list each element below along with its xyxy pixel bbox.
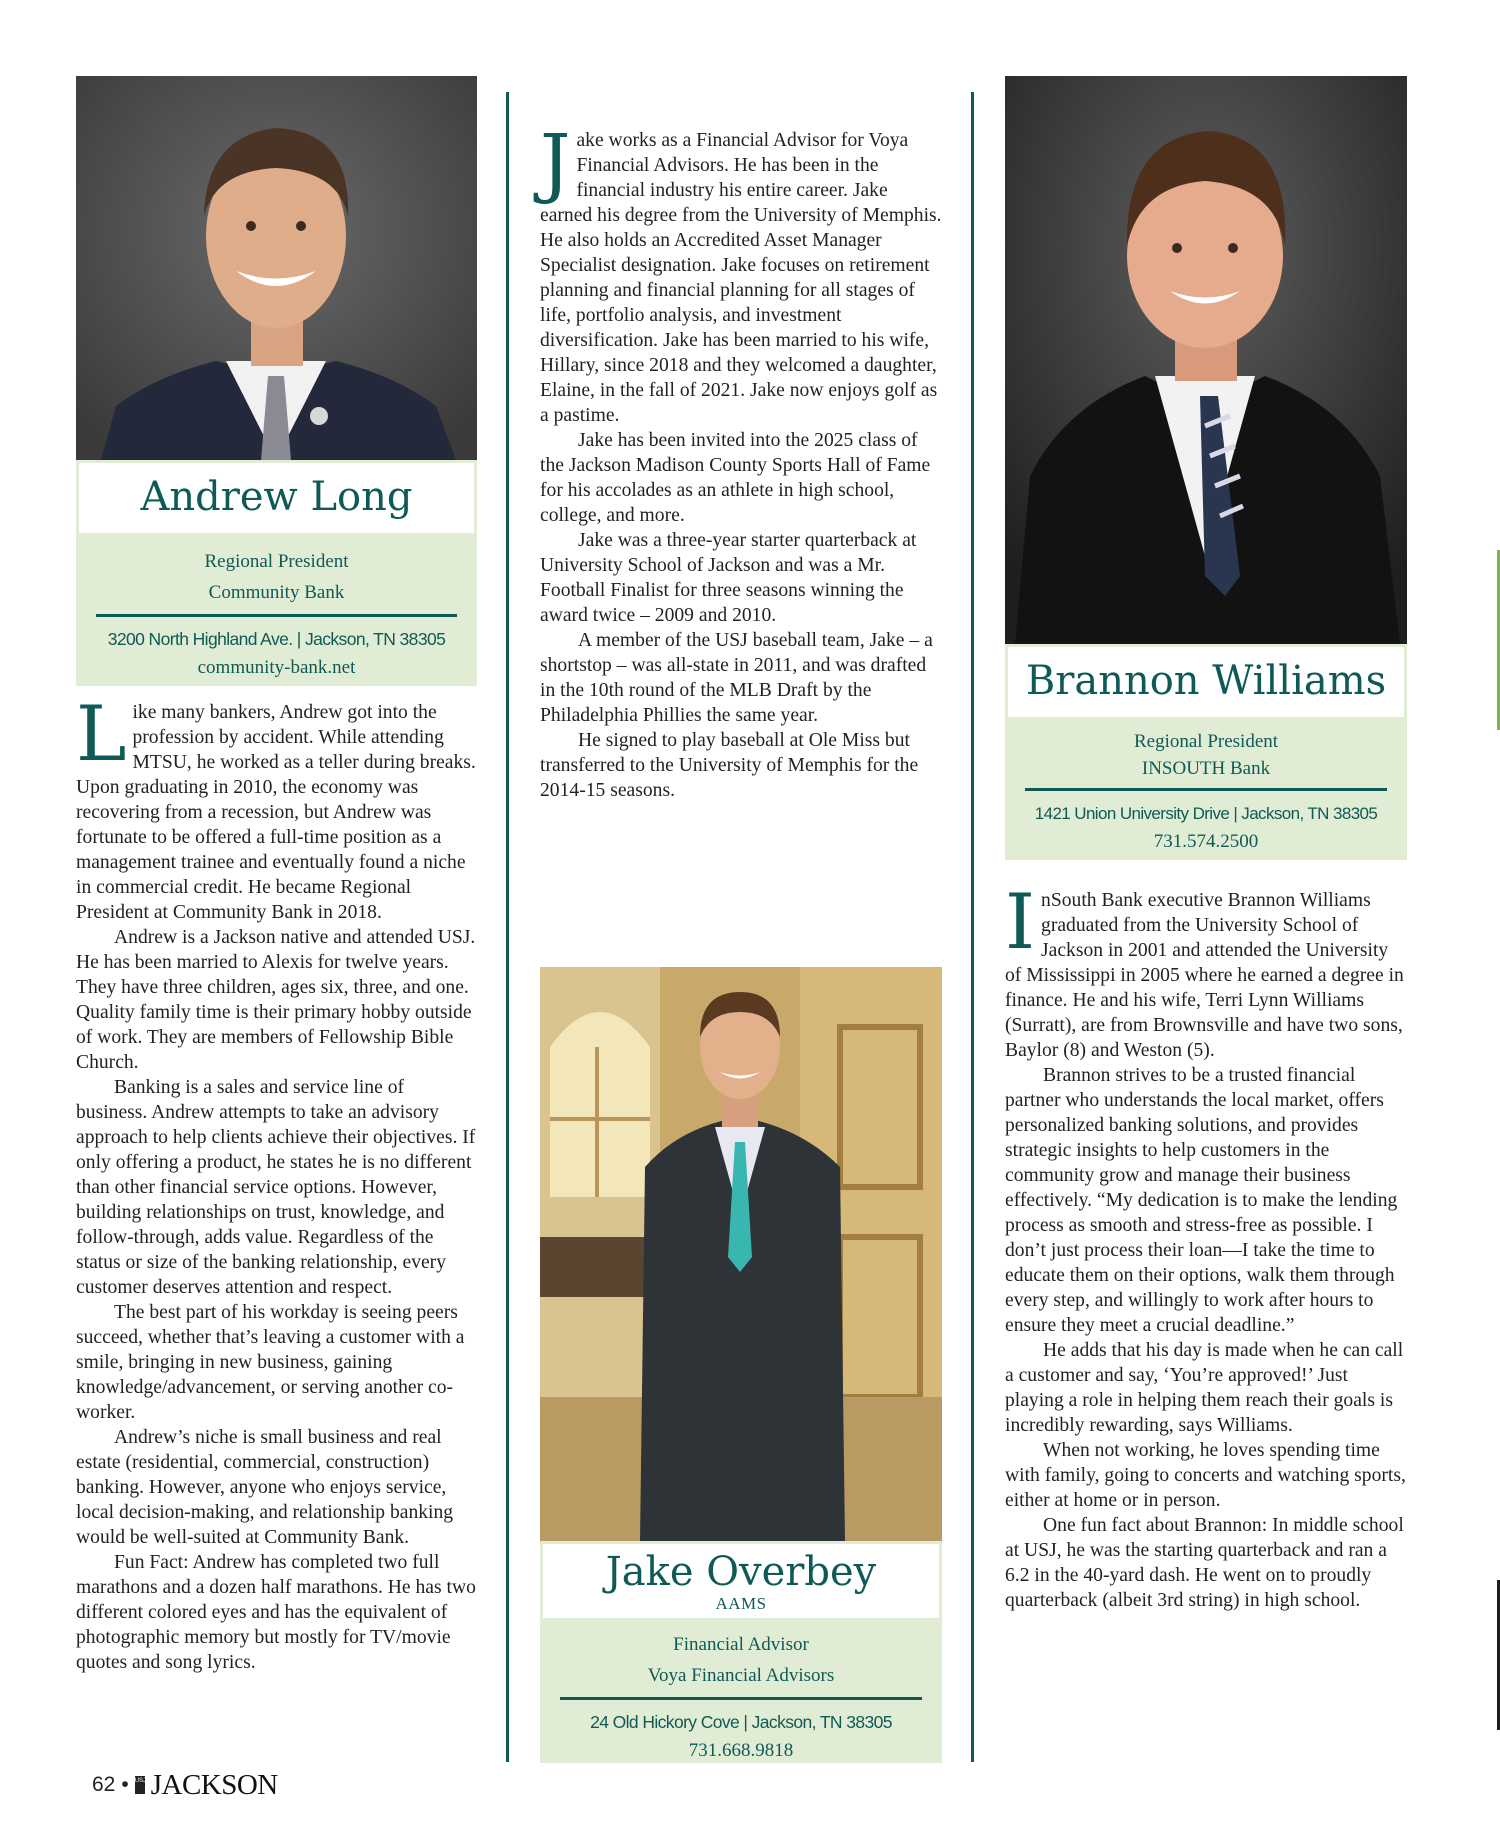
jake-overbey-paragraph: Jake works as a Financial Advisor for Voya Financial Advisors. He has been in the financial industry his entire career. Jake earned his degree from the University of Memphis. He also holds an Accredited Asset Manager Specialist designation. Jake focuses on retirement planning and financial planning for all stages of life, portfolio analysis, and investment diversification. Jake has been married to his wife, Hillary, since 2018 and they welcomed a daughter, Elaine, in the fall of 2021. Jake now enjoys golf as a pastime. [540,117,942,426]
brannon-williams-phone: 731.574.2500 [1153,831,1259,852]
andrew-long-name-box [76,460,477,536]
jake-overbey-article [540,117,942,803]
page-footer [92,1770,278,1800]
jake-overbey-name-box [540,1541,942,1621]
usj-mini-logo: USJ [135,1776,145,1794]
andrew-long-name: Andrew Long [140,474,413,520]
brannon-williams-paragraph: He adds that his day is made when he can call a customer and say, ‘You’re approved!’ Just playing a role in helping them reach their goals is incredibly rewarding, says Williams. [1005,1340,1404,1436]
jake-overbey-company: Voya Financial Advisors [647,1665,835,1686]
andrew-long-paragraph: Andrew is a Jackson native and attended USJ. He has been married to Alexis for twelve years. They have three children, ages six, three, and one. Quality family time is their primary hobby outside of work. They are members of Fellowship Bible Church. [76,927,476,1073]
profile-jake-overbey [540,76,942,803]
brannon-williams-dropcap: I [1005,877,1036,966]
profile-brannon-williams [1005,76,1407,1613]
andrew-long-paragraph: The best part of his workday is seeing peers succeed, whether that’s leaving a customer with a smile, bringing in new business, gaining knowledge/advancement, or serving another co-worker. [76,1302,465,1423]
jake-overbey-paragraph: Jake has been invited into the 2025 class of the Jackson Madison County Sports Hall of Fame for his accolades as an athlete in high school, college, and more. [540,430,931,526]
brannon-williams-paragraph: InSouth Bank executive Brannon Williams graduated from the University School of Jackson in 2001 and attended the University of Mississippi in 2005 where he earned a degree in finance. He and his wife, Terri Lynn Williams (Surratt), are from Brownsville and have two sons, Baylor (8) and Weston (5). [1005,877,1404,1061]
jake-overbey-portrait [540,967,942,1541]
brannon-williams-title: Regional President [1133,731,1279,752]
jake-overbey-dropcap: J [540,117,571,206]
andrew-long-title: Regional President [204,551,349,572]
andrew-long-paragraph: Andrew’s niche is small business and real estate (residential, commercial, construction) banking. However, anyone who enjoys service, local decision-making, and relationship banking would be well-suited at Community Bank. [76,1427,454,1548]
column-divider-left [506,92,509,1762]
brannon-williams-company: INSOUTH Bank [1141,758,1271,779]
jake-overbey-address: 24 Old Hickory Cove | Jackson, TN 38305 [590,1712,892,1732]
jake-overbey-paragraph: A member of the USJ baseball team, Jake – a shortstop – was all-state in 2011, and was drafted in the 10th round of the MLB Draft by the Philadelphia Phillies the same year. [540,630,933,726]
brannon-williams-name: Brannon Williams [1025,658,1387,704]
andrew-long-paragraph: Fun Fact: Andrew has completed two full marathons and a dozen half marathons. He has two different colored eyes and has the equivalent of photographic memory but mostly for TV/movie quotes and song lyrics. [76,1552,476,1673]
column-divider-right [971,92,974,1762]
andrew-long-address: 3200 North Highland Ave. | Jackson, TN 38305 [107,629,446,649]
andrew-long-info-box [76,536,477,686]
profile-andrew-long [76,76,477,1675]
andrew-long-portrait [76,76,477,460]
brannon-williams-name-box [1005,644,1407,720]
brannon-williams-portrait [1005,76,1407,644]
andrew-long-company: Community Bank [208,582,345,603]
brannon-williams-paragraph: Brannon strives to be a trusted financial partner who understands the local market, offers personalized banking solutions, and provides strategic insights to help customers in the community grow and manage their business effectively. “My dedication is to make the lending process as smooth and stress-free as possible. I don’t just process their loan—I take the time to educate them on their options, walk them through every step, and willingly to work after hours to ensure they meet a crucial deadline.” [1005,1065,1398,1336]
brannon-williams-divider [1025,788,1387,791]
page-number: 62 [92,1773,116,1796]
brannon-williams-address: 1421 Union University Drive | Jackson, TN 38305 [1034,804,1378,823]
jake-overbey-card [540,967,942,1763]
jake-overbey-info-box [540,1621,942,1763]
andrew-long-paragraph: Banking is a sales and service line of business. Andrew attempts to take an advisory approach to help clients achieve their objectives. If only offering a product, he states he is no different than other financial service options. However, building relationships on trust, knowledge, and follow-through, adds value. Regardless of the status or size of the banking relationship, every customer deserves attention and respect. [76,1077,476,1298]
jake-overbey-title: Financial Advisor [673,1634,809,1655]
andrew-long-dropcap: L [76,689,127,778]
andrew-long-website: community-bank.net [197,657,356,678]
jackson-brand-logo: JACKSON [150,1768,278,1801]
brannon-williams-article [1005,877,1407,1613]
andrew-long-article [76,689,477,1675]
jake-overbey-paragraph: He signed to play baseball at Ole Miss but transferred to the University of Memphis for the 2014-15 seasons. [540,730,919,801]
jake-overbey-name: Jake Overbey [605,1549,877,1595]
jake-overbey-divider [560,1697,922,1700]
andrew-long-paragraph: Like many bankers, Andrew got into the profession by accident. While attending MTSU, he worked as a teller during breaks. Upon graduating in 2010, the economy was recovering from a recession, but Andrew was fortunate to be offered a full-time position as a management trainee and eventually found a niche in commercial credit. He became Regional President at Community Bank in 2018. [76,689,476,923]
jake-overbey-paragraph: Jake was a three-year starter quarterback at University School of Jackson and was a Mr. Football Finalist for three seasons winning the award twice – 2009 and 2010. [540,530,917,626]
brannon-williams-paragraph: When not working, he loves spending time with family, going to concerts and watching sports, either at home or in person. [1005,1440,1406,1511]
brannon-williams-info-box [1005,720,1407,860]
jake-overbey-phone: 731.668.9818 [688,1740,794,1761]
brannon-williams-paragraph: One fun fact about Brannon: In middle school at USJ, he was the starting quarterback and ran a 6.2 in the 40-yard dash. He went on to proudly quarterback (albeit 3rd string) in high school. [1005,1515,1404,1611]
jake-overbey-credential: AAMS [715,1594,767,1613]
footer-bullet: • [121,1773,129,1796]
andrew-long-divider [96,614,457,617]
